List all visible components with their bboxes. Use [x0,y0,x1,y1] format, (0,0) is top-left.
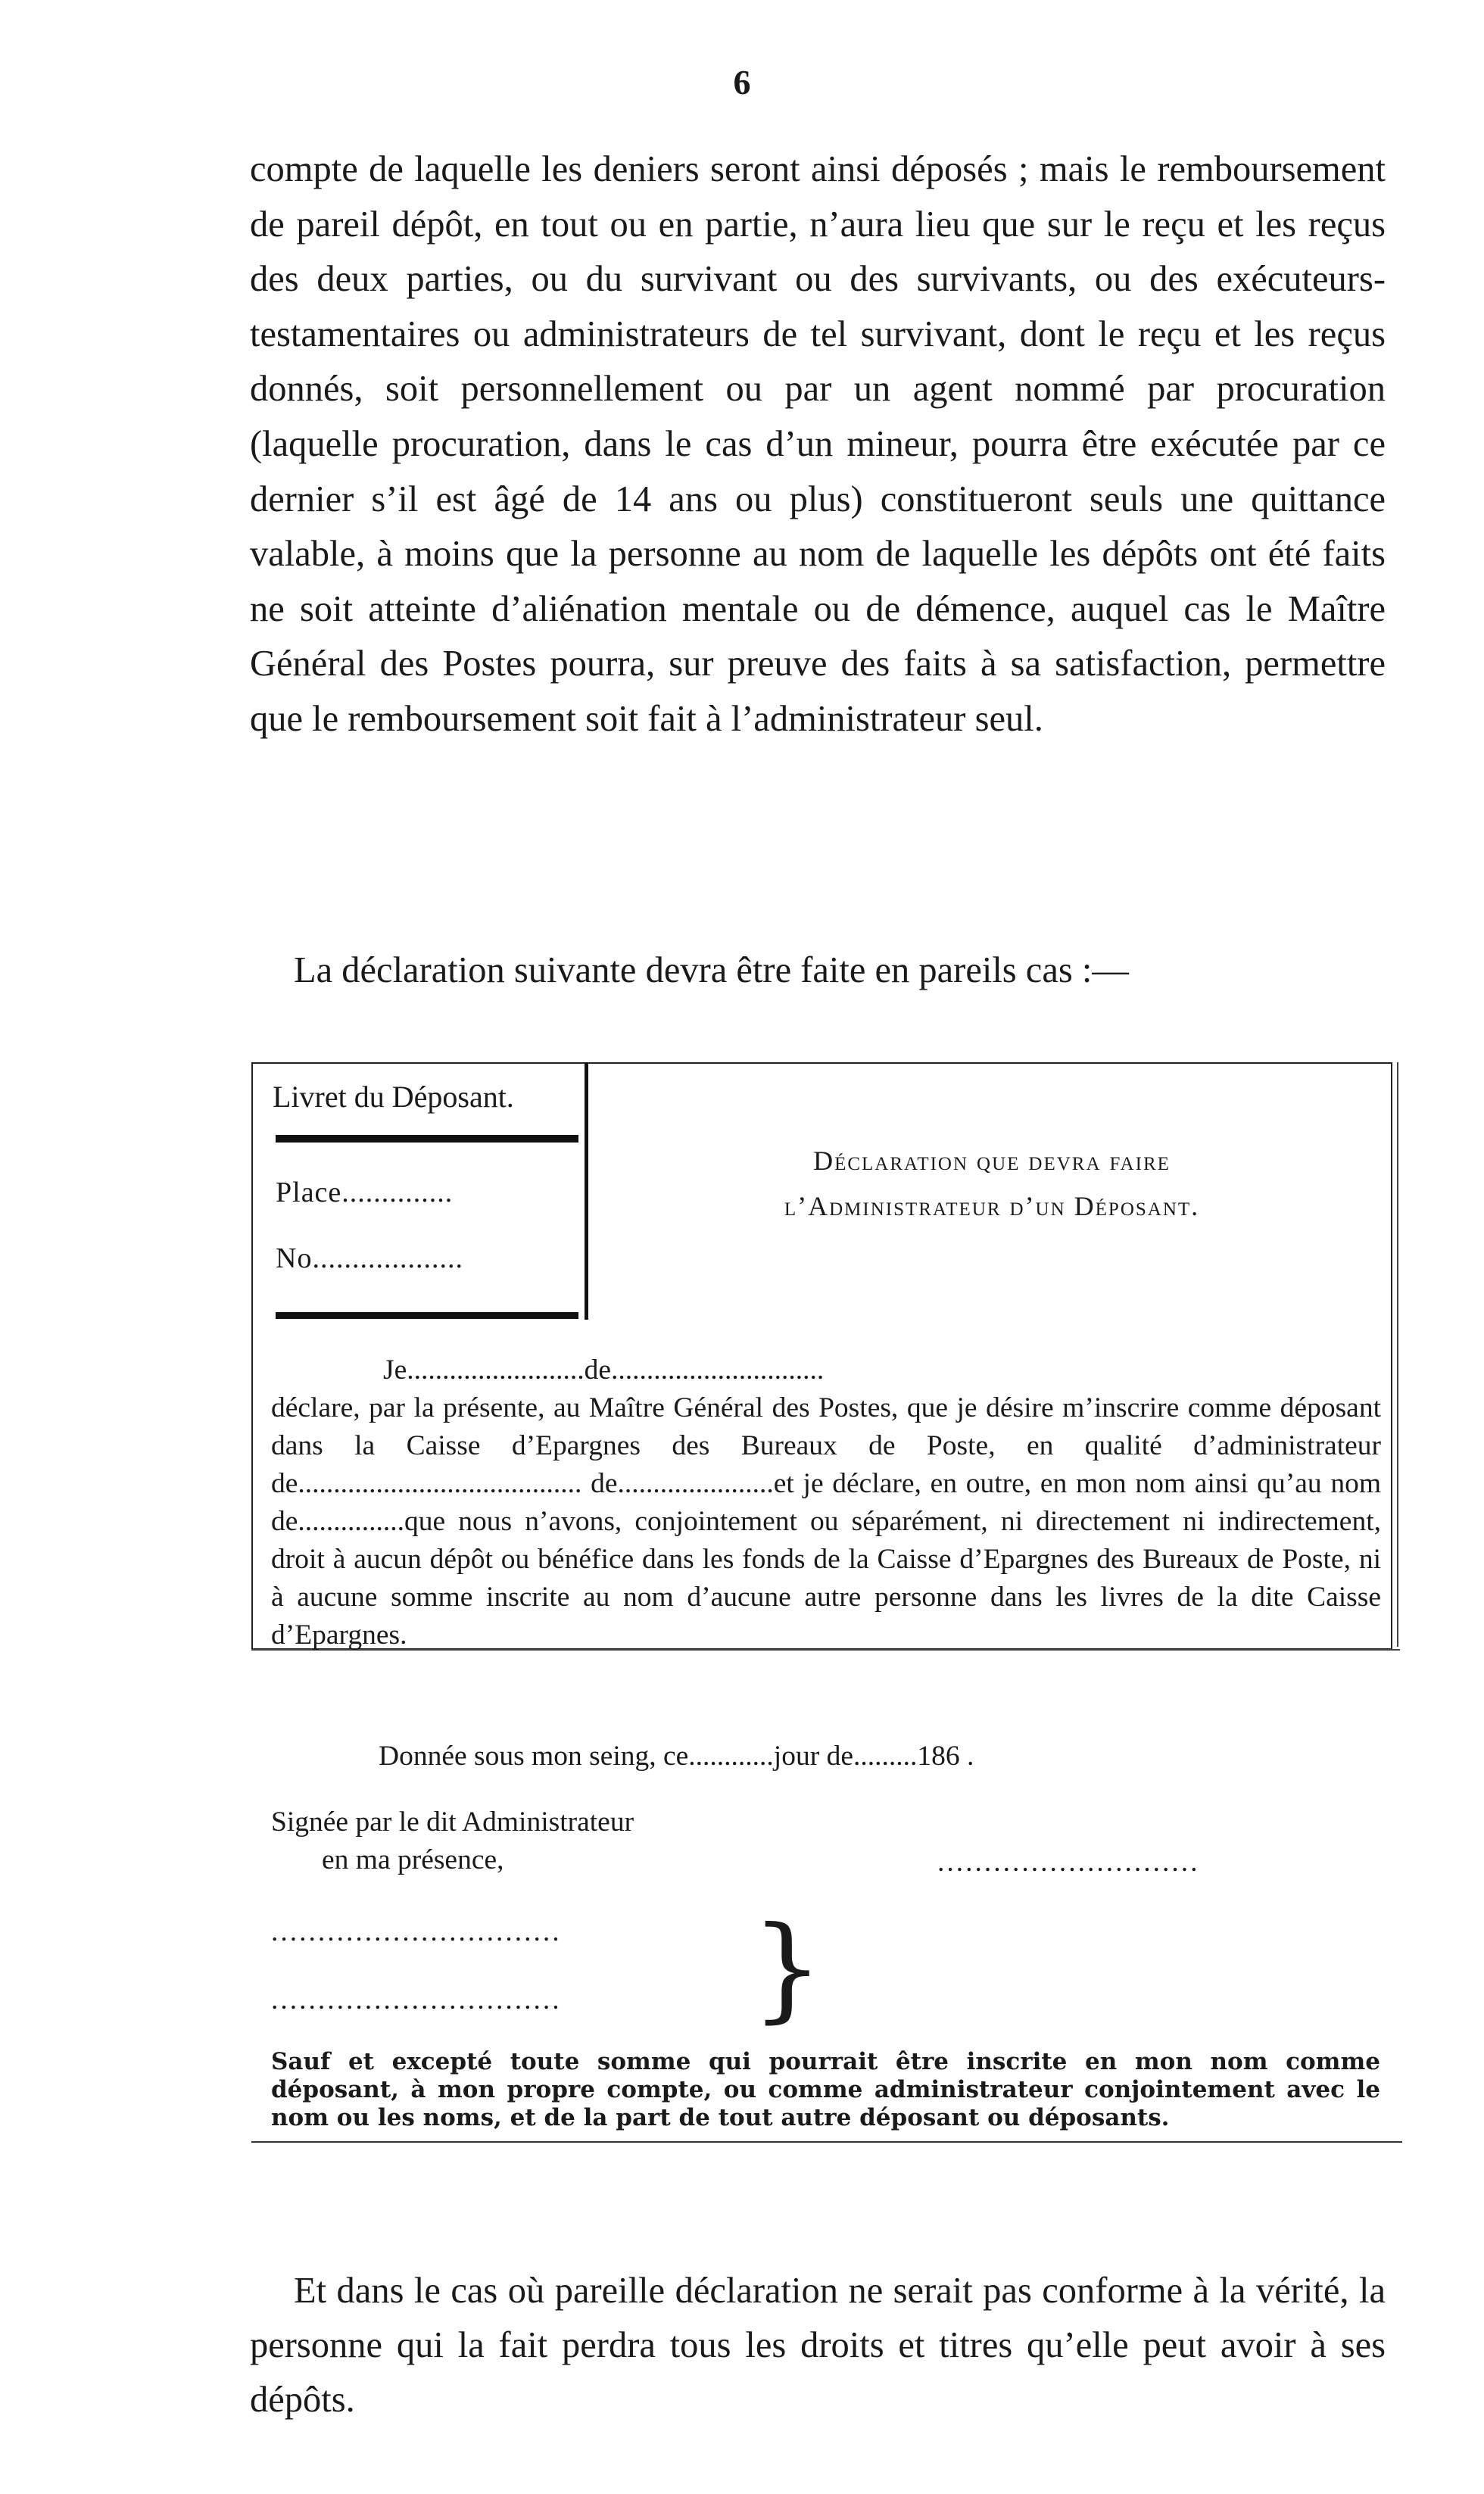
witness-line-1: ............................... [271,1916,562,1947]
depositor-book-rule-top [276,1135,578,1143]
signed-date-line: Donnée sous mon seing, ce............jour de.........186 . [379,1741,974,1772]
signed-by-line-1: Signée par le dit Administrateur [271,1807,634,1838]
form-outer-border-right [1397,1062,1398,1647]
depositor-book-title: Livret du Déposant. [273,1080,514,1114]
signed-by-line-2: en ma présence, [322,1844,504,1875]
closing-paragraph [250,2264,1386,2427]
declaration-text: déclare, par la présente, au Maître Général des Postes, que je désire m’inscrire comme déposant dans la Caisse d’Epargnes des Bureaux de Poste, en qualité d’administrateur de........................................ de......................et je déclare, en outre, en mon nom ainsi qu’au nom de...............que nous n’avons, conjointement ou séparément, ni directement ni indirectement, droit à aucun dépôt ou bénéfice dans les fonds de la Caisse d’Epargnes des Bureaux de Poste, ni à aucune somme inscrite au nom d’aucune autre personne dans les livres de la dite Caisse d’Epargnes. [271,1392,1381,1651]
place-field: Place.............. [276,1177,454,1208]
form-footnote: Sauf et excepté toute somme qui pourrait être inscrite en mon nom comme déposant, à mon propre compte, ou comme administrateur conjointement avec le nom ou les noms, et de la part de tout autre déposant ou déposants. [271,2048,1380,2131]
witness-line-2: ............................... [271,1984,562,2015]
declaration-body [271,1351,1381,1654]
closing-text: Et dans le cas où pareille déclaration ne serait pas conforme à la vérité, la personne qui la fait perdra tous les droits et titres qu’elle peut avoir à ses dépôts. [250,2271,1386,2420]
form-bottom-rule [251,2141,1402,2143]
depositor-book-rule-bottom [276,1312,578,1319]
body-paragraph: compte de laquelle les deniers seront ainsi déposés ; mais le remboursement de pareil dépôt, en tout ou en partie, n’aura lieu que sur le reçu et les reçus des deux parties, ou du survivant ou des survivants, ou des exécuteurs-testamentaires ou administrateurs de tel survivant, dont le reçu et les reçus donnés, soit personnellement ou par un agent nommé par procuration (laquelle procuration, dans le cas d’un mineur, pourra être exécutée par ce dernier s’il est âgé de 14 ans ou plus) constitueront seuls une quittance valable, à moins que la personne au nom de laquelle les dépôts ont été faits ne soit atteinte d’aliénation mentale ou de démence, auquel cas le Maître Général des Postes pourra, sur preuve des faits à sa satisfaction, permettre que le remboursement soit fait à l’administrateur seul. [250,149,1386,739]
declaration-intro: La déclaration suivante devra être faite en pareils cas :— [294,950,1129,990]
depositor-book-box [251,1062,588,1320]
number-field: No................... [276,1242,463,1274]
declarant-name-line: Je.........................de.............................. [383,1355,825,1386]
declaration-title-line-2: l’Administrateur d’un Déposant. [784,1191,1200,1221]
declaration-title-line-1: Déclaration que devra faire [813,1146,1171,1176]
signature-line: ............................ [937,1847,1200,1878]
page-number: 6 [733,63,751,101]
witness-brace: } [751,1903,824,2034]
